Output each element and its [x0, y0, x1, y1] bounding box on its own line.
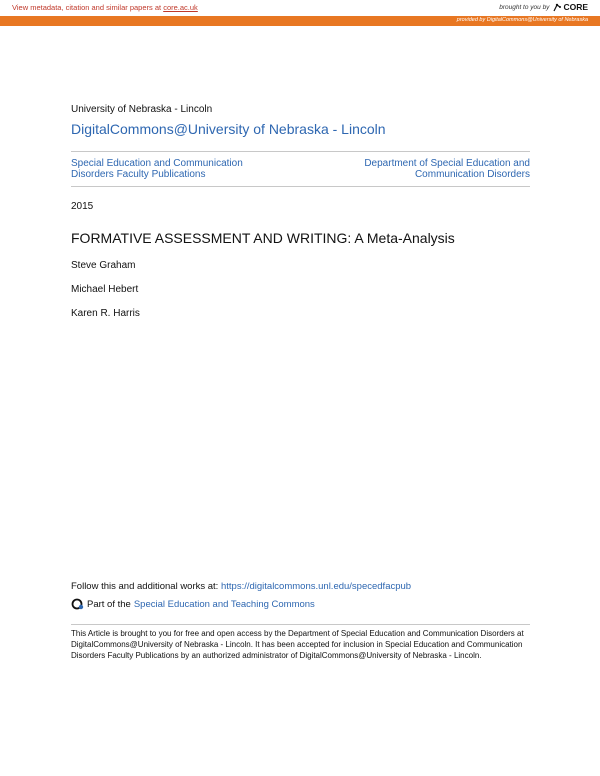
divider-top — [71, 151, 530, 152]
collection-link-left[interactable]: Special Education and Communication Disorders Faculty Publications — [71, 158, 243, 180]
institution-name: University of Nebraska - Lincoln — [71, 104, 213, 115]
access-notice: This Article is brought to you for free and open access by the Department of Special Education and Communication Disorders at DigitalCommons@University of Nebraska - Lincoln. It has been accepted for inclusion in Special Education and Communication Disorders Faculty Publications by an authorized administrator of DigitalCommons@University of Nebraska - Lincoln. — [71, 629, 524, 660]
author-name: Michael Hebert — [71, 284, 139, 295]
core-logo-icon — [552, 2, 562, 12]
provided-by-text: provided by DigitalCommons@University of Nebraska — [456, 17, 588, 23]
article-title: FORMATIVE ASSESSMENT AND WRITING: A Meta-Analysis — [71, 230, 455, 246]
part-of-line — [71, 598, 315, 610]
follow-label: Follow this and additional works at: — [71, 581, 221, 592]
core-logo[interactable] — [552, 2, 588, 12]
provider-banner — [0, 16, 600, 26]
publication-year: 2015 — [71, 201, 94, 212]
follow-line — [71, 581, 411, 592]
core-logo-text: CORE — [563, 2, 588, 12]
divider-bottom — [71, 186, 530, 187]
brought-by-text: brought to you by — [499, 3, 550, 11]
metadata-notice — [12, 3, 198, 12]
collection-link-right[interactable]: Department of Special Education and Communication Disorders — [364, 158, 530, 180]
commons-link[interactable]: Special Education and Teaching Commons — [133, 598, 315, 610]
author-name: Steve Graham — [71, 260, 136, 271]
author-name: Karen R. Harris — [71, 308, 140, 319]
follow-url-link[interactable]: https://digitalcommons.unl.edu/specedfacpub — [220, 581, 412, 592]
repository-link[interactable]: DigitalCommons@University of Nebraska - Lincoln — [71, 121, 386, 137]
metadata-text: View metadata, citation and similar papers at — [12, 3, 164, 12]
network-icon — [71, 598, 84, 610]
brought-by-core[interactable] — [499, 2, 588, 12]
core-ac-uk-link[interactable]: core.ac.uk — [163, 3, 198, 12]
divider-notice — [71, 624, 530, 625]
part-of-label: Part of the — [87, 598, 131, 610]
core-top-bar — [0, 0, 600, 16]
